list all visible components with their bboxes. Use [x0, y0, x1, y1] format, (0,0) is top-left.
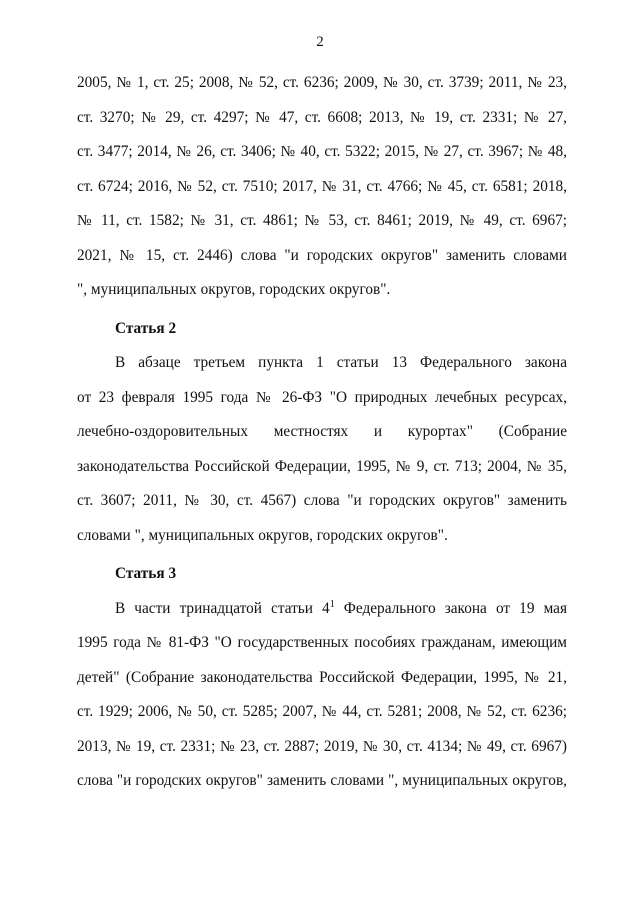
article-3-paragraph	[77, 592, 567, 799]
superscript: 1	[329, 598, 335, 610]
text-line: ст. 3477; 2014, № 26, ст. 3406; № 40, ст. 5322; 2015, № 27, ст. 3967; № 48,	[77, 143, 567, 160]
document-body	[77, 66, 567, 799]
text-line: ст. 6724; 2016, № 52, ст. 7510; 2017, № 31, ст. 4766; № 45, ст. 6581; 2018,	[77, 177, 567, 195]
text-line: слова "и городских округов" заменить словами ", муниципальных округов,	[77, 772, 567, 789]
article-2-paragraph	[77, 346, 567, 553]
text-line: словами ", муниципальных округов, городских округов".	[77, 526, 448, 544]
text-line: ст. 3270; № 29, ст. 4297; № 47, ст. 6608; 2013, № 19, ст. 2331; № 27,	[77, 108, 567, 126]
text-line: 2013, № 19, ст. 2331; № 23, ст. 2887; 2019, № 30, ст. 4134; № 49, ст. 6967)	[77, 737, 567, 755]
article-2-heading: Статья 2	[115, 319, 177, 337]
page-number: 2	[316, 34, 324, 50]
text-line: ст. 1929; 2006, № 50, ст. 5285; 2007, № 44, ст. 5281; 2008, № 52, ст. 6236;	[77, 703, 567, 720]
text-line: законодательства Российской Федерации, 1995, № 9, ст. 713; 2004, № 35,	[77, 457, 567, 475]
text-line: ", муниципальных округов, городских округов".	[77, 281, 391, 298]
text-line: № 11, ст. 1582; № 31, ст. 4861; № 53, ст. 8461; 2019, № 49, ст. 6967;	[77, 212, 567, 229]
text-line: от 23 февраля 1995 года № 26-ФЗ "О природных лечебных ресурсах,	[77, 388, 567, 406]
text-line	[77, 592, 567, 627]
text-line: 1995 года № 81-ФЗ "О государственных пособиях гражданам, имеющим	[77, 634, 567, 651]
article-3-heading: Статья 3	[115, 565, 177, 582]
text-line: лечебно-оздоровительных местностях и курортах" (Собрание	[77, 423, 567, 440]
text-fragment: Федерального закона от 19 мая	[334, 599, 567, 617]
text-line: В абзаце третьем пункта 1 статьи 13 Федерального закона	[115, 354, 567, 371]
text-line: 2005, № 1, ст. 25; 2008, № 52, ст. 6236; 2009, № 30, ст. 3739; 2011, № 23,	[77, 74, 567, 91]
text-fragment: В части тринадцатой статьи 4	[115, 599, 330, 617]
text-line: ст. 3607; 2011, № 30, ст. 4567) слова "и городских округов" заменить	[77, 492, 567, 509]
text-line: детей" (Собрание законодательства Российской Федерации, 1995, № 21,	[77, 668, 567, 686]
continuation-paragraph	[77, 66, 567, 308]
text-line: 2021, № 15, ст. 2446) слова "и городских округов" заменить словами	[77, 246, 567, 264]
